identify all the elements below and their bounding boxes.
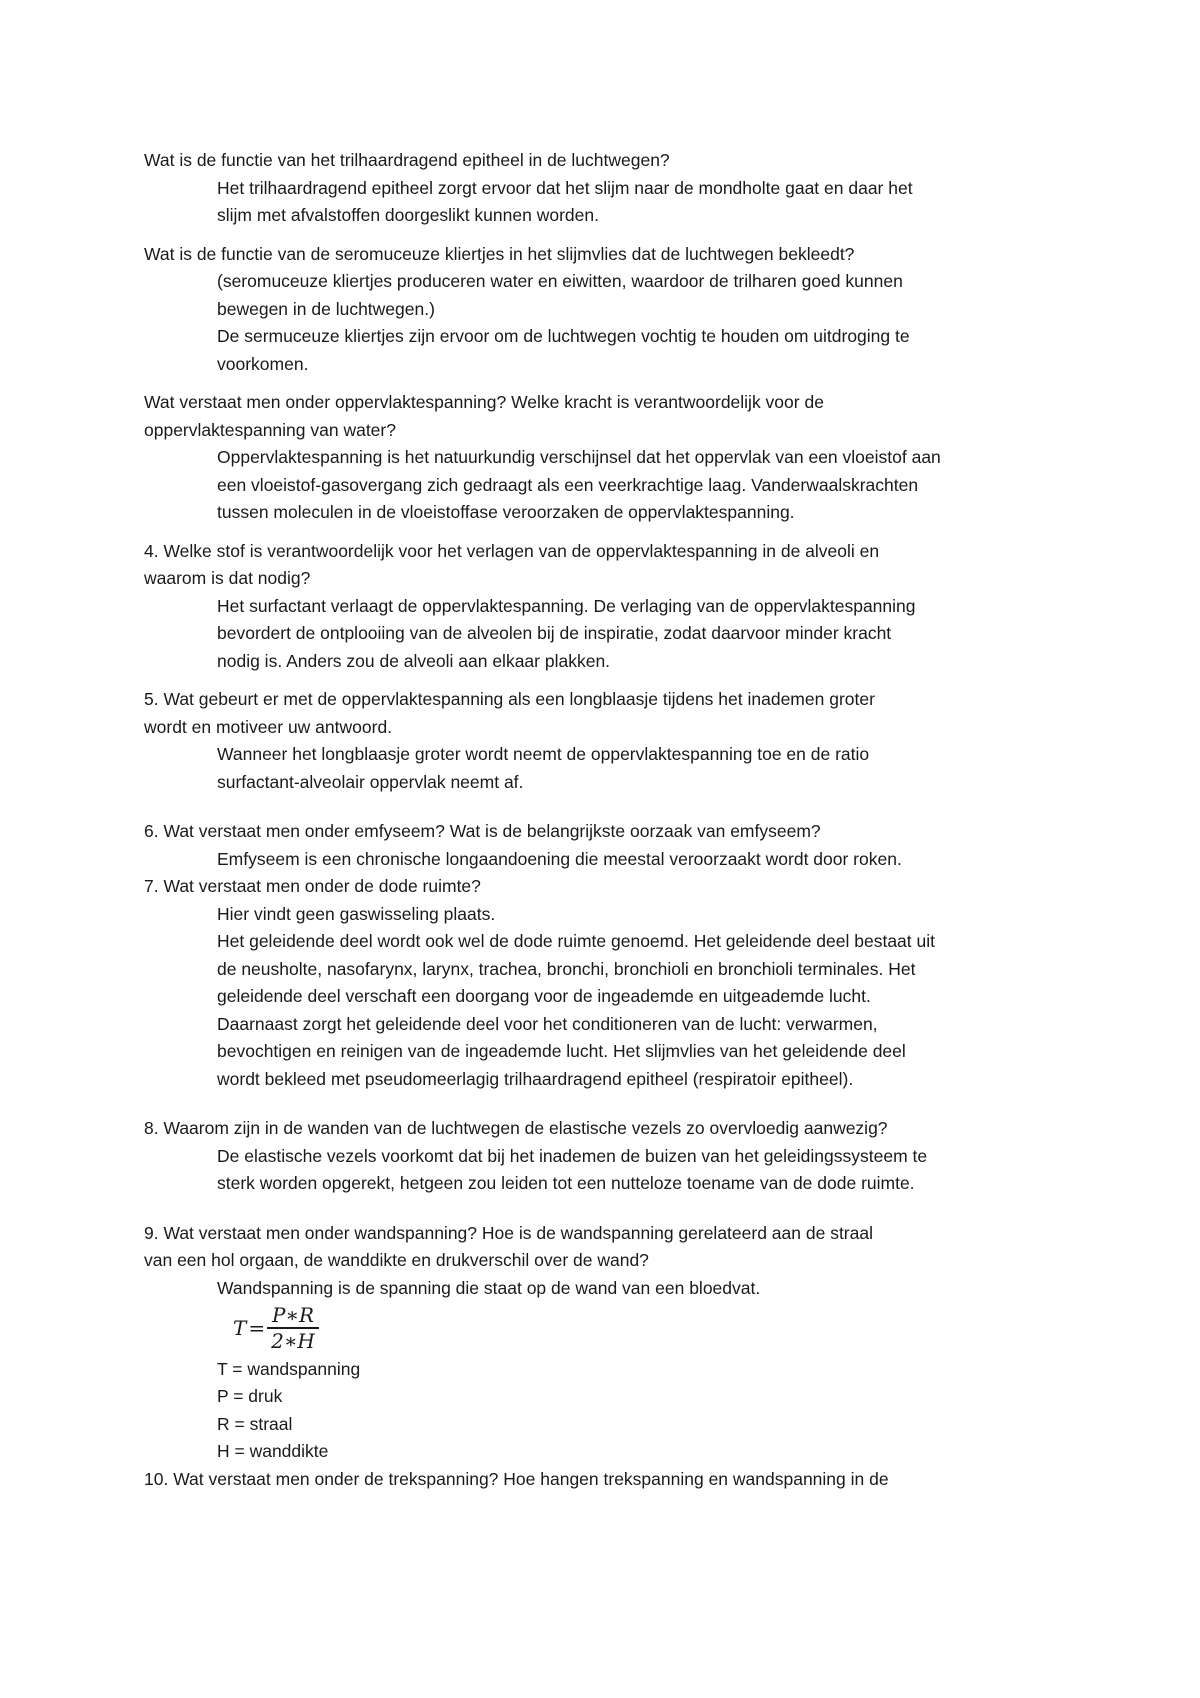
answer-9	[144, 1275, 1074, 1466]
answer-line: tussen moleculen in de vloeistoffase veroorzaken de oppervlaktespanning.	[217, 502, 795, 522]
answer-line: de neusholte, nasofarynx, larynx, trachea, bronchi, bronchioli en bronchioli terminales. Het	[217, 958, 916, 979]
qa-block-2	[144, 241, 1074, 379]
question-line: van een hol orgaan, de wanddikte en drukverschil over de wand?	[144, 1250, 649, 1270]
answer-line: Het surfactant verlaagt de oppervlaktespanning. De verlaging van de oppervlaktespanning	[217, 595, 916, 616]
answer-line: sterk worden opgerekt, hetgeen zou leiden tot een nutteloze toename van de dode ruimte.	[217, 1173, 915, 1193]
question-1	[144, 147, 1074, 175]
formula-numerator: P∗R	[271, 1303, 315, 1327]
answer-line: bevochtigen en reinigen van de ingeademde lucht. Het slijmvlies van het geleidende deel	[217, 1041, 906, 1061]
answer-line: Wandspanning is de spanning die staat op de wand van een bloedvat.	[217, 1277, 761, 1298]
qa-block-3	[144, 389, 1074, 527]
qa-block-1	[144, 147, 1074, 230]
answer-line: Het trilhaardragend epitheel zorgt ervoor dat het slijm naar de mondholte gaat en daar het	[217, 177, 913, 198]
qa-block-6	[144, 818, 1074, 873]
question-line: 8. Waarom zijn in de wanden van de luchtwegen de elastische vezels zo overvloedig aanwezig?	[144, 1118, 888, 1138]
qa-block-9	[144, 1220, 1074, 1466]
question-7	[144, 873, 1074, 901]
question-line: 7. Wat verstaat men onder de dode ruimte?	[144, 876, 481, 896]
question-4	[144, 538, 1074, 593]
question-line: Wat is de functie van de seromuceuze kliertjes in het slijmvlies dat de luchtwegen bekleedt?	[144, 243, 855, 264]
question-line: wordt en motiveer uw antwoord.	[144, 716, 393, 737]
question-line: 4. Welke stof is verantwoordelijk voor het verlagen van de oppervlaktespanning in de alveoli en	[144, 540, 880, 561]
answer-8	[144, 1143, 1074, 1198]
answer-line: nodig is. Anders zou de alveoli aan elkaar plakken.	[217, 650, 611, 671]
qa-block-5	[144, 686, 1074, 796]
answer-line: (seromuceuze kliertjes produceren water en eiwitten, waardoor de trilharen goed kunnen	[217, 271, 903, 291]
answer-line: geleidende deel verschaft een doorgang voor de ingeademde en uitgeademde lucht.	[217, 986, 871, 1006]
qa-block-4	[144, 538, 1074, 676]
qa-block-7	[144, 873, 1074, 1093]
answer-line: Oppervlaktespanning is het natuurkundig verschijnsel dat het oppervlak van een vloeistof aan	[217, 447, 941, 467]
question-8	[144, 1115, 1074, 1143]
answer-line: een vloeistof-gasovergang zich gedraagt als een veerkrachtige laag. Vanderwaalskrachten	[217, 474, 919, 495]
question-line: 9. Wat verstaat men onder wandspanning? Hoe is de wandspanning gerelateerd aan de straal	[144, 1222, 873, 1243]
qa-block-8	[144, 1115, 1074, 1198]
question-10: 10. Wat verstaat men onder de trekspanning? Hoe hangen trekspanning en wandspanning in de	[144, 1468, 889, 1489]
question-line: waarom is dat nodig?	[144, 568, 311, 588]
answer-4	[144, 593, 1074, 676]
answer-6	[144, 846, 1074, 874]
question-line: oppervlaktespanning van water?	[144, 419, 396, 440]
answer-line: wordt bekleed met pseudomeerlagig trilhaardragend epitheel (respiratoir epitheel).	[217, 1068, 854, 1089]
wall-tension-formula	[233, 1304, 1074, 1352]
formula-fraction	[267, 1304, 319, 1352]
legend-line: T = wandspanning	[217, 1358, 361, 1379]
answer-3	[144, 444, 1074, 527]
answer-line: Het geleidende deel wordt ook wel de dode ruimte genoemd. Het geleidende deel bestaat uit	[217, 931, 935, 951]
answer-line: voorkomen.	[217, 353, 309, 374]
question-3	[144, 389, 1074, 444]
answer-line: surfactant-alveolair oppervlak neemt af.	[217, 771, 524, 792]
legend-line: H = wanddikte	[217, 1441, 329, 1461]
document-content	[144, 147, 1074, 1493]
question-2	[144, 241, 1074, 269]
answer-line: De elastische vezels voorkomt dat bij het inademen de buizen van het geleidingssysteem te	[217, 1145, 928, 1166]
answer-line: bevordert de ontplooiing van de alveolen bij de inspiratie, zodat daarvoor minder kracht	[217, 623, 892, 643]
formula-equals: =	[248, 1315, 266, 1340]
answer-line: Hier vindt geen gaswisseling plaats.	[217, 903, 496, 924]
question-6	[144, 818, 1074, 846]
answer-line: bewegen in de luchtwegen.)	[217, 298, 435, 319]
answer-5	[144, 741, 1074, 796]
question-line: Wat verstaat men onder oppervlaktespanning? Welke kracht is verantwoordelijk voor de	[144, 392, 824, 412]
answer-line: Emfyseem is een chronische longaandoening die meestal veroorzaakt wordt door roken.	[217, 848, 902, 869]
question-line: 6. Wat verstaat men onder emfyseem? Wat is de belangrijkste oorzaak van emfyseem?	[144, 821, 821, 841]
answer-1	[144, 175, 1074, 230]
legend-line: R = straal	[217, 1413, 293, 1434]
answer-7	[144, 901, 1074, 1094]
formula-denominator: 2∗H	[271, 1328, 315, 1353]
answer-line: Wanneer het longblaasje groter wordt neemt de oppervlaktespanning toe en de ratio	[217, 744, 870, 764]
question-line: Wat is de functie van het trilhaardragend epitheel in de luchtwegen?	[144, 150, 670, 170]
answer-line: slijm met afvalstoffen doorgeslikt kunnen worden.	[217, 205, 599, 225]
question-5	[144, 686, 1074, 741]
answer-line: De sermuceuze kliertjes zijn ervoor om de luchtwegen vochtig te houden om uitdroging te	[217, 326, 910, 346]
question-9	[144, 1220, 1074, 1275]
answer-2	[144, 268, 1074, 378]
formula-lhs: T	[233, 1315, 247, 1340]
legend-line: P = druk	[217, 1386, 283, 1406]
question-line: 5. Wat gebeurt er met de oppervlaktespanning als een longblaasje tijdens het inademen groter	[144, 689, 875, 709]
answer-line: Daarnaast zorgt het geleidende deel voor het conditioneren van de lucht: verwarmen,	[217, 1013, 878, 1034]
